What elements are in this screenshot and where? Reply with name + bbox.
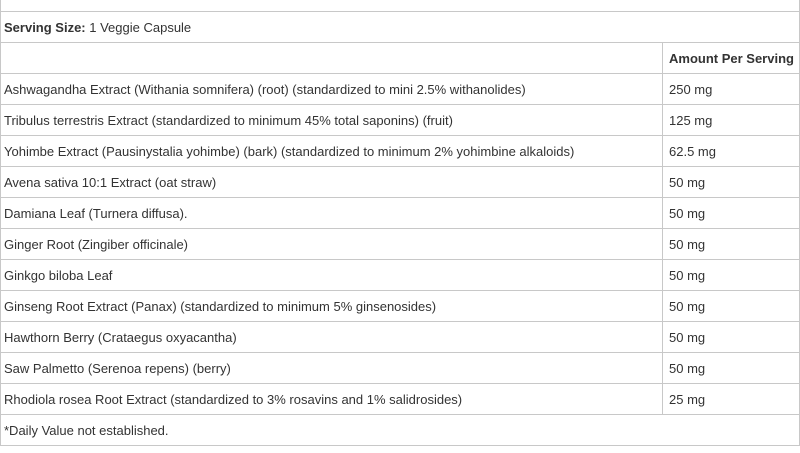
ingredient-amount: 50 mg (663, 167, 800, 198)
ingredient-amount: 50 mg (663, 198, 800, 229)
ingredient-row (1, 229, 800, 260)
ingredient-name: Avena sativa 10:1 Extract (oat straw) (1, 167, 663, 198)
serving-size-value: 1 Veggie Capsule (85, 19, 192, 35)
ingredient-name: Rhodiola rosea Root Extract (standardized to 3% rosavins and 1% salidrosides) (1, 384, 663, 415)
ingredient-name: Ginseng Root Extract (Panax) (standardized to minimum 5% ginsenosides) (1, 291, 663, 322)
ingredient-row (1, 260, 800, 291)
ingredient-row (1, 136, 800, 167)
ingredient-row (1, 322, 800, 353)
heading-cell (1, 0, 800, 12)
ingredient-amount: 25 mg (663, 384, 800, 415)
ingredient-row (1, 105, 800, 136)
ingredient-amount: 50 mg (663, 353, 800, 384)
ingredient-name: Ginkgo biloba Leaf (1, 260, 663, 291)
ingredient-row (1, 167, 800, 198)
serving-size-row (1, 12, 800, 43)
column-header-row (1, 43, 800, 74)
ingredient-amount: 50 mg (663, 260, 800, 291)
ingredient-row (1, 353, 800, 384)
ingredient-header-cell (1, 43, 663, 74)
ingredient-name: Damiana Leaf (Turnera diffusa). (1, 198, 663, 229)
ingredient-amount: 50 mg (663, 291, 800, 322)
ingredient-row (1, 291, 800, 322)
ingredient-amount: 125 mg (663, 105, 800, 136)
ingredient-row (1, 74, 800, 105)
footnote-row (1, 415, 800, 446)
ingredient-amount: 50 mg (663, 229, 800, 260)
ingredient-row (1, 198, 800, 229)
ingredient-name: Yohimbe Extract (Pausinystalia yohimbe) (bark) (standardized to minimum 2% yohimbine alkaloids) (1, 136, 663, 167)
ingredient-amount: 62.5 mg (663, 136, 800, 167)
ingredient-name: Tribulus terrestris Extract (standardized to minimum 45% total saponins) (fruit) (1, 105, 663, 136)
serving-size-cell (1, 12, 800, 43)
ingredient-amount: 50 mg (663, 322, 800, 353)
ingredient-name: Ashwagandha Extract (Withania somnifera) (root) (standardized to mini 2.5% withanolides) (1, 74, 663, 105)
ingredient-name: Saw Palmetto (Serenoa repens) (berry) (1, 353, 663, 384)
ingredient-name: Hawthorn Berry (Crataegus oxyacantha) (1, 322, 663, 353)
ingredient-row (1, 384, 800, 415)
footnote: *Daily Value not established. (1, 415, 800, 446)
ingredient-name: Ginger Root (Zingiber officinale) (1, 229, 663, 260)
amount-per-serving-header: Amount Per Serving (663, 43, 800, 74)
ingredient-amount: 250 mg (663, 74, 800, 105)
serving-size-label: Serving Size: (4, 19, 86, 35)
heading-row (1, 0, 800, 12)
